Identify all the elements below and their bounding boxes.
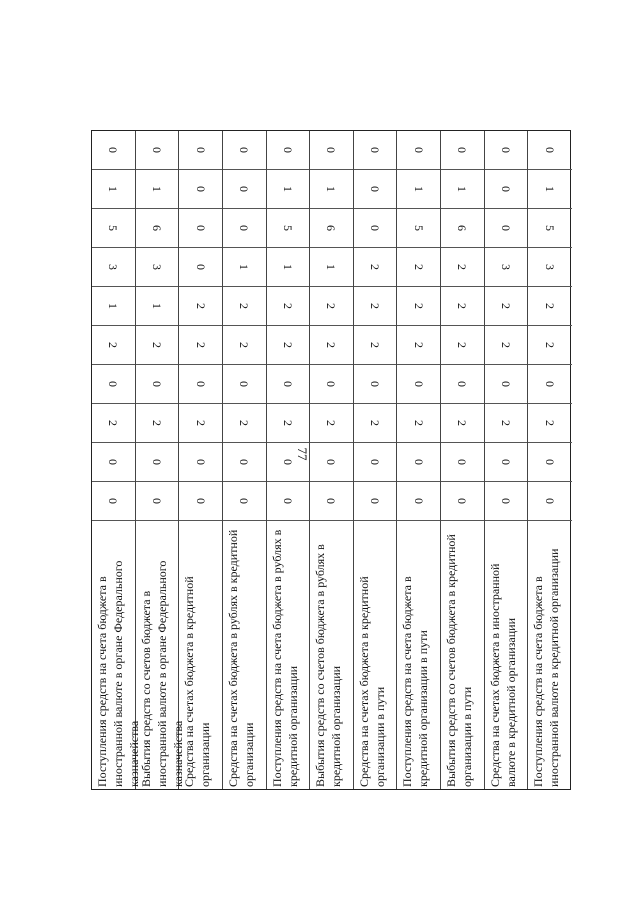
code-value: 0 [368, 498, 383, 504]
code-value: 0 [368, 225, 383, 231]
code-cell [485, 287, 528, 326]
code-value: 6 [324, 225, 339, 231]
code-value: 0 [237, 186, 252, 192]
code-cell [528, 404, 572, 443]
code-value: 3 [499, 264, 514, 270]
description-cell [354, 521, 397, 791]
code-value: 0 [149, 381, 164, 387]
code-value: 2 [193, 420, 208, 426]
code-value: 3 [149, 264, 164, 270]
code-value: 2 [499, 342, 514, 348]
code-value: 0 [237, 225, 252, 231]
code-cell [397, 248, 440, 287]
code-value: 0 [368, 147, 383, 153]
code-cell [397, 443, 440, 482]
code-cell [179, 482, 222, 521]
code-cell [92, 404, 135, 443]
table-row [92, 131, 141, 789]
code-value: 0 [237, 459, 252, 465]
code-value: 0 [499, 459, 514, 465]
code-cell [310, 443, 353, 482]
code-cell [441, 443, 484, 482]
code-value: 0 [280, 147, 295, 153]
table-row [310, 131, 354, 789]
code-cell [354, 170, 397, 209]
code-value: 2 [149, 342, 164, 348]
description-cell [267, 521, 310, 791]
code-value: 6 [455, 225, 470, 231]
code-cell [354, 209, 397, 248]
code-value: 0 [455, 498, 470, 504]
row-description: Средства на счетах бюджета в кредитной организации [182, 576, 213, 787]
code-value: 2 [368, 420, 383, 426]
code-value: 2 [368, 264, 383, 270]
code-value: 0 [543, 459, 558, 465]
table-row [179, 131, 223, 789]
code-cell [223, 170, 266, 209]
code-value: 0 [193, 264, 208, 270]
code-value: 0 [149, 459, 164, 465]
code-value: 0 [237, 381, 252, 387]
code-value: 2 [411, 420, 426, 426]
code-cell [354, 248, 397, 287]
code-value: 0 [237, 498, 252, 504]
code-cell [136, 404, 179, 443]
code-value: 5 [543, 225, 558, 231]
code-cell [310, 404, 353, 443]
code-cell [92, 326, 135, 365]
code-cell [92, 443, 135, 482]
code-value: 5 [411, 225, 426, 231]
code-value: 0 [193, 459, 208, 465]
code-cell [267, 326, 310, 365]
code-value: 0 [455, 147, 470, 153]
code-cell [354, 365, 397, 404]
code-cell [397, 326, 440, 365]
code-cell [92, 287, 135, 326]
code-value: 0 [543, 381, 558, 387]
code-value: 2 [193, 303, 208, 309]
code-cell [223, 443, 266, 482]
code-value: 1 [324, 264, 339, 270]
code-cell [485, 365, 528, 404]
code-value: 0 [499, 225, 514, 231]
code-cell [223, 326, 266, 365]
code-value: 1 [280, 186, 295, 192]
code-cell [528, 287, 572, 326]
table-row [267, 131, 311, 789]
code-value: 1 [543, 186, 558, 192]
code-cell [485, 443, 528, 482]
code-value: 0 [149, 147, 164, 153]
code-cell [354, 131, 397, 170]
code-cell [223, 131, 266, 170]
code-value: 1 [324, 186, 339, 192]
code-value: 0 [324, 498, 339, 504]
code-cell [354, 287, 397, 326]
code-value: 1 [106, 186, 121, 192]
code-cell [441, 365, 484, 404]
code-cell [136, 443, 179, 482]
code-cell [397, 209, 440, 248]
code-cell [441, 326, 484, 365]
row-description: Поступления средств на счета бюджета в иностранной валюте в кредитной организации [531, 548, 562, 787]
code-value: 0 [106, 381, 121, 387]
code-value: 2 [411, 303, 426, 309]
code-value: 1 [149, 186, 164, 192]
code-value: 1 [455, 186, 470, 192]
code-value: 0 [193, 225, 208, 231]
code-cell [267, 209, 310, 248]
code-value: 2 [237, 303, 252, 309]
code-cell [223, 482, 266, 521]
row-description: Выбытия средств со счетов бюджета в рублях в кредитной организации [313, 544, 344, 787]
code-cell [354, 443, 397, 482]
page-number: 77 [295, 447, 310, 461]
code-cell [136, 326, 179, 365]
code-cell [485, 482, 528, 521]
code-cell [528, 326, 572, 365]
code-value: 0 [193, 381, 208, 387]
code-value: 2 [455, 342, 470, 348]
code-cell [310, 248, 353, 287]
row-description: Поступления средств на счета бюджета в кредитной организации в пути [400, 576, 431, 787]
description-cell [136, 521, 185, 791]
code-value: 1 [149, 303, 164, 309]
code-cell [136, 365, 179, 404]
code-value: 1 [411, 186, 426, 192]
code-value: 2 [455, 420, 470, 426]
code-cell [485, 209, 528, 248]
code-value: 0 [543, 498, 558, 504]
code-value: 2 [543, 342, 558, 348]
code-value: 0 [237, 147, 252, 153]
code-value: 2 [149, 420, 164, 426]
code-cell [179, 131, 222, 170]
code-cell [310, 131, 353, 170]
code-cell [267, 482, 310, 521]
description-cell [528, 521, 572, 791]
code-value: 0 [193, 498, 208, 504]
description-cell [223, 521, 266, 791]
code-cell [354, 404, 397, 443]
code-cell [92, 209, 135, 248]
code-value: 2 [280, 303, 295, 309]
code-cell [528, 170, 572, 209]
code-cell [528, 365, 572, 404]
table-row [136, 131, 185, 789]
code-value: 0 [411, 459, 426, 465]
description-cell [441, 521, 484, 791]
code-cell [310, 170, 353, 209]
code-cell [354, 482, 397, 521]
code-value: 0 [324, 459, 339, 465]
description-cell [310, 521, 353, 791]
code-cell [528, 131, 572, 170]
code-cell [136, 482, 179, 521]
code-value: 2 [324, 342, 339, 348]
row-description: Поступления средств на счета бюджета в рублях в кредитной организации [269, 529, 300, 787]
code-value: 2 [324, 420, 339, 426]
code-cell [354, 326, 397, 365]
code-cell [267, 443, 310, 482]
code-value: 0 [149, 498, 164, 504]
code-cell [267, 365, 310, 404]
row-description: Средства на счетах бюджета в кредитной организации в пути [356, 576, 387, 787]
code-value: 0 [411, 381, 426, 387]
code-cell [92, 248, 135, 287]
code-cell [136, 131, 179, 170]
code-cell [223, 287, 266, 326]
row-description: Средства на счетах бюджета в иностранной валюте в кредитной организации [487, 563, 518, 787]
code-cell [441, 482, 484, 521]
code-cell [179, 404, 222, 443]
code-value: 1 [280, 264, 295, 270]
code-cell [397, 482, 440, 521]
code-value: 1 [106, 303, 121, 309]
code-cell [223, 404, 266, 443]
code-value: 2 [193, 342, 208, 348]
code-value: 0 [411, 147, 426, 153]
code-value: 2 [237, 342, 252, 348]
table-row [354, 131, 398, 789]
code-cell [485, 404, 528, 443]
code-cell [267, 248, 310, 287]
code-cell [223, 365, 266, 404]
row-description: Средства на счетах бюджета в рублях в кредитной организации [225, 529, 256, 787]
description-cell [485, 521, 528, 791]
code-value: 2 [411, 264, 426, 270]
code-cell [441, 170, 484, 209]
code-value: 0 [499, 381, 514, 387]
code-cell [485, 326, 528, 365]
code-cell [310, 287, 353, 326]
description-cell [179, 521, 222, 791]
table-row [397, 131, 441, 789]
table-row [223, 131, 267, 789]
code-value: 2 [499, 303, 514, 309]
code-value: 2 [455, 303, 470, 309]
code-value: 5 [106, 225, 121, 231]
code-value: 2 [237, 420, 252, 426]
code-cell [223, 209, 266, 248]
code-cell [397, 365, 440, 404]
code-cell [441, 131, 484, 170]
code-value: 0 [106, 459, 121, 465]
code-cell [441, 287, 484, 326]
code-value: 3 [543, 264, 558, 270]
code-value: 0 [455, 381, 470, 387]
code-cell [310, 209, 353, 248]
code-cell [528, 443, 572, 482]
code-value: 2 [368, 303, 383, 309]
code-value: 0 [280, 498, 295, 504]
code-value: 5 [280, 225, 295, 231]
code-cell [485, 131, 528, 170]
code-cell [92, 131, 135, 170]
account-codes-table [91, 130, 571, 790]
code-value: 0 [368, 381, 383, 387]
code-value: 0 [543, 147, 558, 153]
code-cell [397, 131, 440, 170]
code-cell [528, 209, 572, 248]
code-value: 0 [106, 498, 121, 504]
code-cell [485, 170, 528, 209]
code-cell [528, 248, 572, 287]
code-cell [310, 326, 353, 365]
table-row [528, 131, 572, 789]
row-description: Выбытия средств со счетов бюджета в иностранной валюте в органе Федерального казначейства [138, 560, 185, 787]
code-value: 0 [455, 459, 470, 465]
code-value: 2 [280, 342, 295, 348]
code-value: 0 [324, 147, 339, 153]
code-cell [397, 404, 440, 443]
code-value: 2 [106, 342, 121, 348]
code-value: 2 [455, 264, 470, 270]
code-cell [179, 365, 222, 404]
code-cell [179, 209, 222, 248]
table-row [441, 131, 485, 789]
code-cell [267, 131, 310, 170]
code-value: 3 [106, 264, 121, 270]
code-cell [267, 170, 310, 209]
code-value: 2 [368, 342, 383, 348]
code-cell [223, 248, 266, 287]
code-value: 0 [193, 186, 208, 192]
code-value: 2 [280, 420, 295, 426]
code-cell [92, 482, 135, 521]
code-value: 0 [411, 498, 426, 504]
code-cell [267, 287, 310, 326]
code-value: 2 [543, 420, 558, 426]
description-cell [397, 521, 440, 791]
code-cell [528, 482, 572, 521]
code-value: 2 [499, 420, 514, 426]
code-cell [441, 248, 484, 287]
code-cell [179, 287, 222, 326]
code-value: 0 [280, 459, 295, 465]
row-description: Выбытия средств со счетов бюджета в кредитной организации в пути [444, 534, 475, 787]
code-cell [136, 209, 179, 248]
table-row [485, 131, 529, 789]
code-cell [310, 365, 353, 404]
code-cell [136, 287, 179, 326]
code-cell [397, 170, 440, 209]
code-value: 6 [149, 225, 164, 231]
code-cell [397, 287, 440, 326]
code-cell [179, 170, 222, 209]
code-value: 0 [499, 147, 514, 153]
code-value: 2 [543, 303, 558, 309]
code-value: 2 [324, 303, 339, 309]
code-value: 0 [499, 498, 514, 504]
row-description: Поступления средств на счета бюджета в иностранной валюте в органе Федерального казначейства [95, 560, 141, 787]
code-value: 2 [106, 420, 121, 426]
code-value: 0 [368, 186, 383, 192]
code-cell [441, 209, 484, 248]
code-value: 0 [193, 147, 208, 153]
code-value: 2 [411, 342, 426, 348]
code-value: 0 [280, 381, 295, 387]
code-value: 0 [499, 186, 514, 192]
code-cell [92, 170, 135, 209]
code-cell [441, 404, 484, 443]
code-cell [92, 365, 135, 404]
code-cell [267, 404, 310, 443]
code-value: 0 [368, 459, 383, 465]
code-cell [310, 482, 353, 521]
code-value: 0 [324, 381, 339, 387]
code-cell [179, 326, 222, 365]
code-cell [136, 170, 179, 209]
code-cell [136, 248, 179, 287]
code-value: 1 [237, 264, 252, 270]
code-cell [485, 248, 528, 287]
description-cell [92, 521, 141, 791]
code-cell [179, 248, 222, 287]
code-cell [179, 443, 222, 482]
code-value: 0 [106, 147, 121, 153]
